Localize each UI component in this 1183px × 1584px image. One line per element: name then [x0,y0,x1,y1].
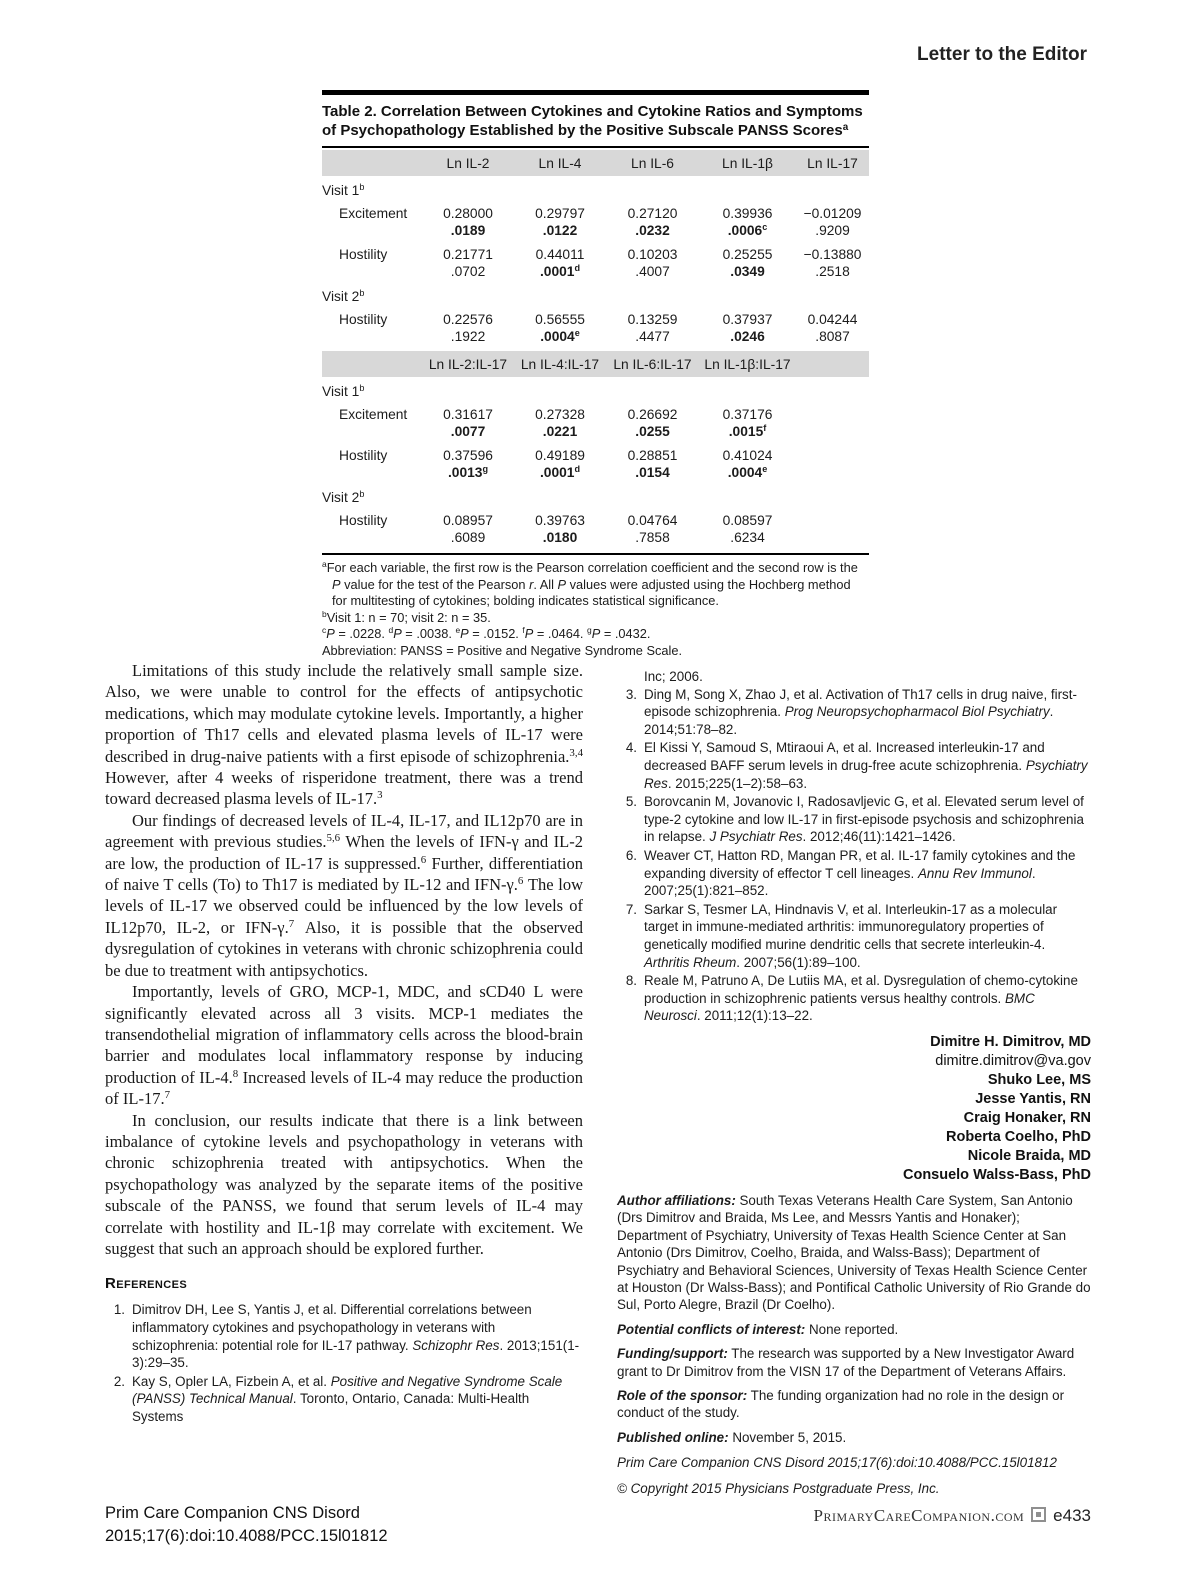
r-value-cell: 0.04244 [807,312,858,327]
column-header-cell: Ln IL-17 [796,149,869,177]
column-header-cell: Ln IL-6 [606,149,699,177]
body-paragraph: Limitations of this study include the relatively small sample size. Also, we were unable to control for the effects of antipsychotic medications, which may modulate cytokine levels. Importantly, a higher proportion of Th17 cells and elevated plasma levels of IL-17 were described in drug-naive patients with a first episode of schizophrenia.$^{3,4}$ However, after 4 weeks of risperidone treatment, there was a trend toward decreased plasma levels of IL-17.$^3$ [105,661,583,809]
r-value-cell: 0.13259 [627,312,678,327]
column-header-cell: Ln IL-2 [422,149,514,177]
p-value-cell: .4477 [635,329,670,344]
r-value-cell: 0.37176 [722,407,773,422]
r-value-cell: 0.37596 [443,448,493,463]
framed-square-icon [1031,1507,1046,1522]
r-value-cell: 0.10203 [627,247,678,262]
reference-number: 7. [625,901,637,917]
table-top-rule [322,90,869,95]
author-line: Consuelo Walss-Bass, PhD [902,1166,1091,1183]
author-line: Shuko Lee, MS [987,1071,1091,1088]
column-header-cell: Ln IL-1β:IL-17 [699,350,796,378]
visit-group-label: Visit 2$^b$ [322,288,365,304]
column-header-cell: Ln IL-4 [514,149,606,177]
p-value-cell: .0221 [542,424,578,439]
row-label-cell: Hostility [339,448,388,463]
p-value-cell: .0189 [450,223,486,238]
r-value-cell: −0.13880 [803,247,862,262]
r-value-cell: 0.39763 [535,513,585,528]
r-value-cell: 0.49189 [535,448,585,463]
empty-cell [796,444,869,464]
row-label-cell: Excitement [339,407,408,422]
reference-item [617,686,1091,739]
reference-text: Ding M, Song X, Zhao J, et al. Activation of Th17 cells in drug naive, first-episode schizophrenia. Prog Neuropsychopharmacol Biol Psychiatry. 2014;51:78–82. [644,686,1077,737]
r-value-cell: 0.08597 [722,513,773,528]
author-email: dimitre.dimitrov@va.gov [935,1052,1091,1069]
reference-number: 1. [113,1302,125,1318]
r-value-cell: 0.08957 [443,513,493,528]
r-value-cell: 0.41024 [722,448,773,463]
reference-number: 5. [625,794,637,810]
journal-citation: Prim Care Companion CNS Disord 2015;17(6):doi:10.4088/PCC.15l01812 [617,1455,1057,1471]
r-value-cell: 0.37937 [722,312,773,327]
column-header-cell: Ln IL-2:IL-17 [422,350,514,378]
p-value-cell: .0006$^c$ [727,222,768,238]
column-header-cell: Ln IL-1β [699,149,796,177]
reference-text: Kay S, Opler LA, Fizbein A, et al. Positive and Negative Syndrome Scale (PANSS) Technical Manual. Toronto, Ontario, Canada: Multi-Health Systems [132,1373,563,1424]
p-value-cell: .8087 [815,329,850,344]
visit-group-row [322,378,869,403]
column-header-row [322,149,869,177]
row-label-cell: Excitement [339,206,408,221]
p-value-cell: .0180 [542,530,578,545]
reference-text: El Kissi Y, Samoud S, Mtiraoui A, et al. Increased interleukin-17 and decreased BAFF serum levels in drug-free acute schizophrenia. Psychiatry Res. 2015;225(1–2):58–63. [644,740,1088,791]
p-value-cell: .0077 [450,424,486,439]
empty-cell [322,350,422,378]
p-value-cell: .0246 [730,329,765,344]
table-row [322,403,869,423]
r-value-cell: 0.28851 [627,448,678,463]
visit-group-label: Visit 1$^b$ [322,182,365,198]
row-label-cell: Hostility [339,247,388,262]
footnote-cdefg: $^c$P = .0228. $^d$P = .0038. $^e$P = .0152. $^f$P = .0464. $^g$P = .0432. [322,625,651,641]
p-value-cell: .0702 [450,264,486,279]
reference-number: 4. [625,740,637,756]
empty-cell [796,350,869,378]
body-paragraph: Importantly, levels of GRO, MCP-1, MDC, and sCD40 L were significantly elevated across all 3 visits. MCP-1 mediates the transendothelial migration of inflammatory cells across the blood-brain barrier and modulates local inflammatory response by inducing production of IL-4.$^8$ Increased levels of IL-4 may reduce the production of IL-17.$^7$ [105,982,583,1109]
empty-cell [796,423,869,444]
notes-block [617,1192,1091,1497]
p-value-cell: .7858 [635,530,670,545]
p-value-cell: .4007 [635,264,670,279]
author-line: Dimitre H. Dimitrov, MD [930,1033,1091,1050]
table-row [322,243,869,263]
table-row [322,202,869,222]
conflicts-note: Potential conflicts of interest: None reported. [617,1321,899,1337]
empty-cell [796,529,869,553]
table2 [322,90,869,659]
table2-grid [322,148,869,553]
body-paragraph: Our findings of decreased levels of IL-4, IL-17, and IL12p70 are in agreement with previous studies.$^{5,6}$ When the levels of IFN-γ and IL-2 are low, the production of IL-17 is suppressed.$^6$ Further, differentiation of naive T cells (To) to Th17 is mediated by IL-12 and IFN-γ.$^6$ The low levels of IL-17 we observed could be influenced by the low levels of IL12p70, IL-2, or IFN-γ.$^7$ Also, it is possible that the observed dysregulation of cytokines in veterans with chronic schizophrenia could be due to treatment with antipsychotics. [105,810,584,980]
visit-group-row [322,485,869,509]
r-value-cell: 0.29797 [535,206,585,221]
column-header-row [322,350,869,378]
p-value-cell: .6234 [730,530,765,545]
r-value-cell: 0.27120 [627,206,678,221]
p-value-cell: .0349 [730,264,765,279]
r-value-cell: 0.39936 [722,206,773,221]
r-value-cell: 0.22576 [443,312,493,327]
visit-group-label: Visit 2$^b$ [322,489,365,505]
published-online-note: Published online: November 5, 2015. [617,1429,847,1445]
table-row [322,444,869,464]
empty-cell [322,149,422,177]
empty-cell [796,509,869,529]
column-header-cell: Ln IL-4:IL-17 [514,350,606,378]
reference-item [617,901,1091,971]
p-value-cell: .2518 [815,264,850,279]
empty-cell [796,464,869,485]
table-row [322,509,869,529]
r-value-cell: 0.44011 [535,247,585,262]
r-value-cell: 0.27328 [535,407,585,422]
p-value-cell: .0122 [542,223,578,238]
table2-footnotes [322,560,869,659]
references-list-left [105,1301,583,1425]
column-header-cell: Ln IL-6:IL-17 [606,350,699,378]
reference-item [617,793,1091,846]
author-line: Jesse Yantis, RN [975,1090,1091,1107]
p-value-cell: .1922 [450,329,486,344]
reference-number: 3. [625,686,637,702]
reference-number: 6. [625,847,637,863]
r-value-cell: 0.56555 [535,312,585,327]
r-value-cell: 0.28000 [443,206,493,221]
sponsor-note: Role of the sponsor: The funding organization had no role in the design or conduct of the study. [617,1387,1065,1421]
reference-item [105,1301,583,1371]
reference-text: Sarkar S, Tesmer LA, Hindnavis V, et al. Interleukin-17 as a molecular target in immune-mediated arthritis: immunoregulatory properties of genetically modified murine dendritic cells that secrete interleukin-4. Arthritis Rheum. 2007;56(1):89–100. [644,901,1058,970]
p-value-cell: .0232 [635,223,670,238]
r-value-cell: 0.31617 [443,407,493,422]
p-value-cell: .0015$^f$ [728,423,767,439]
authors-block [617,1033,1091,1185]
r-value-cell: 0.26692 [627,407,678,422]
author-affiliations-note: Author affiliations: South Texas Veterans Health Care System, San Antonio (Drs Dimitrov and Braida, Ms Lee, and Messrs Yantis and Honaker); Department of Psychiatry, University of Texas Health Science Center at San Antonio (Drs Dimitrov, Coelho, Braida, and Walss-Bass); Department of Psychiatry and Behavioral Sciences, University of Texas Health Science Center at Houston (Dr Walss-Bass); and Pontifical Catholic University of Rio Grande do Sul, Porto Alegre, Brazil (Dr Coelho). [617,1192,1091,1313]
p-value-cell: .0004e [540,328,580,344]
references-heading: References [105,1275,188,1293]
r-value-cell: 0.21771 [443,247,493,262]
reference-item [617,847,1091,900]
r-value-cell: 0.04764 [627,513,678,528]
author-line: Roberta Coelho, PhD [945,1128,1091,1145]
footnote-abbreviation: Abbreviation: PANSS = Positive and Negative Syndrome Scale. [322,642,683,658]
left-column [105,660,583,1427]
r-value-cell: −0.01209 [803,206,862,221]
visit-group-row [322,284,869,308]
reference-number: 2. [113,1373,125,1389]
right-column [617,668,1091,1497]
reference-number: 8. [625,973,637,989]
p-value-cell: .0001$^d$ [539,263,581,279]
p-value-cell: .6089 [450,530,486,545]
footnote-b: $^b$Visit 1: n = 70; visit 2: n = 35. [322,608,491,625]
reference-text: Dimitrov DH, Lee S, Yantis J, et al. Differential correlations between inflammatory cytokines and psychopathology in veterans with schizophrenia: potential role for IL-17 pathway. Schizophr Res. 2013;151(1-3):29–35. [132,1302,580,1371]
table-title: Table 2. Correlation Between Cytokines and Cytokine Ratios and Symptoms of Psychopathology Established by the Positive Subscale PANSS Scores$^a$ [322,103,863,139]
copyright-line: © Copyright 2015 Physicians Postgraduate Press, Inc. [617,1480,940,1496]
funding-note: Funding/support: The research was supported by a New Investigator Award grant to Dr Dimitrov from the VISN 17 of the Department of Veterans Affairs. [617,1346,1075,1379]
row-label-cell: Hostility [339,312,388,327]
footer-doi: 2015;17(6):doi:10.4088/PCC.15l01812 [105,1527,388,1545]
reference-item [617,972,1091,1025]
footer-journal-block [105,1502,388,1548]
p-value-cell: .9209 [815,223,850,238]
article-type-label: Letter to the Editor [917,44,1087,65]
footer-journal-name: Prim Care Companion CNS Disord [105,1504,360,1522]
reference-text: Weaver CT, Hatton RD, Mangan PR, et al. IL-17 family cytokines and the expanding diversity of effector T cell lineages. Annu Rev Immunol. 2007;25(1):821–852. [644,847,1076,899]
visit-group-label: Visit 1$^b$ [322,383,365,399]
table-row [322,308,869,328]
p-value-cell: .0154 [635,465,670,480]
footer-right-block [814,1506,1091,1526]
body-paragraph: In conclusion, our results indicate that there is a link between imbalance of cytokine levels and psychopathology in veterans with chronic schizophrenia treated with antipsychotics. When the psychopathology was analyzed by the separate items of the positive subscale of the PANSS, we found that serum levels of IL-4 may correlate with hostility and IL-1β may correlate with excitement. We suggest that such an approach should be explored further. [105,1110,583,1258]
r-value-cell: 0.25255 [722,247,773,262]
footer-site-name: PrimaryCareCompanion.com [813,1506,1025,1525]
reference-item [617,739,1091,792]
visit-group-row [322,177,869,202]
reference-continuation: Inc; 2006. [644,669,703,684]
p-value-cell: .0013$^g$ [447,464,489,480]
p-value-cell: .0001$^d$ [539,464,581,480]
reference-text: Reale M, Patruno A, De Lutiis MA, et al. Dysregulation of chemo-cytokine production in schizophrenic patients versus healthy controls. BMC Neurosci. 2011;12(1):13–22. [644,973,1078,1024]
row-label-cell: Hostility [339,513,388,528]
p-value-cell: .0004e [727,464,768,480]
reference-item [105,1373,583,1426]
references-list-right [617,668,1091,1025]
empty-cell [796,403,869,423]
p-value-cell: .0255 [635,424,670,439]
footnote-a: $^a$For each variable, the first row is the Pearson correlation coefficient and the second row is the P value for the test of the Pearson r. All P values were adjusted using the Hochberg method for multitesting of cytokines; bolding indicates statistical significance. [322,559,858,608]
table-bottom-rule [322,553,869,555]
footer-page-number: e433 [1053,1506,1091,1525]
author-line: Nicole Braida, MD [967,1147,1091,1164]
author-line: Craig Honaker, RN [963,1109,1091,1126]
reference-text: Borovcanin M, Jovanovic I, Radosavljevic G, et al. Elevated serum level of type-2 cytokine and low IL-17 in first-episode psychosis and schizophrenia in relapse. J Psychiatr Res. 2012;46(11):1421–1426. [644,794,1084,845]
